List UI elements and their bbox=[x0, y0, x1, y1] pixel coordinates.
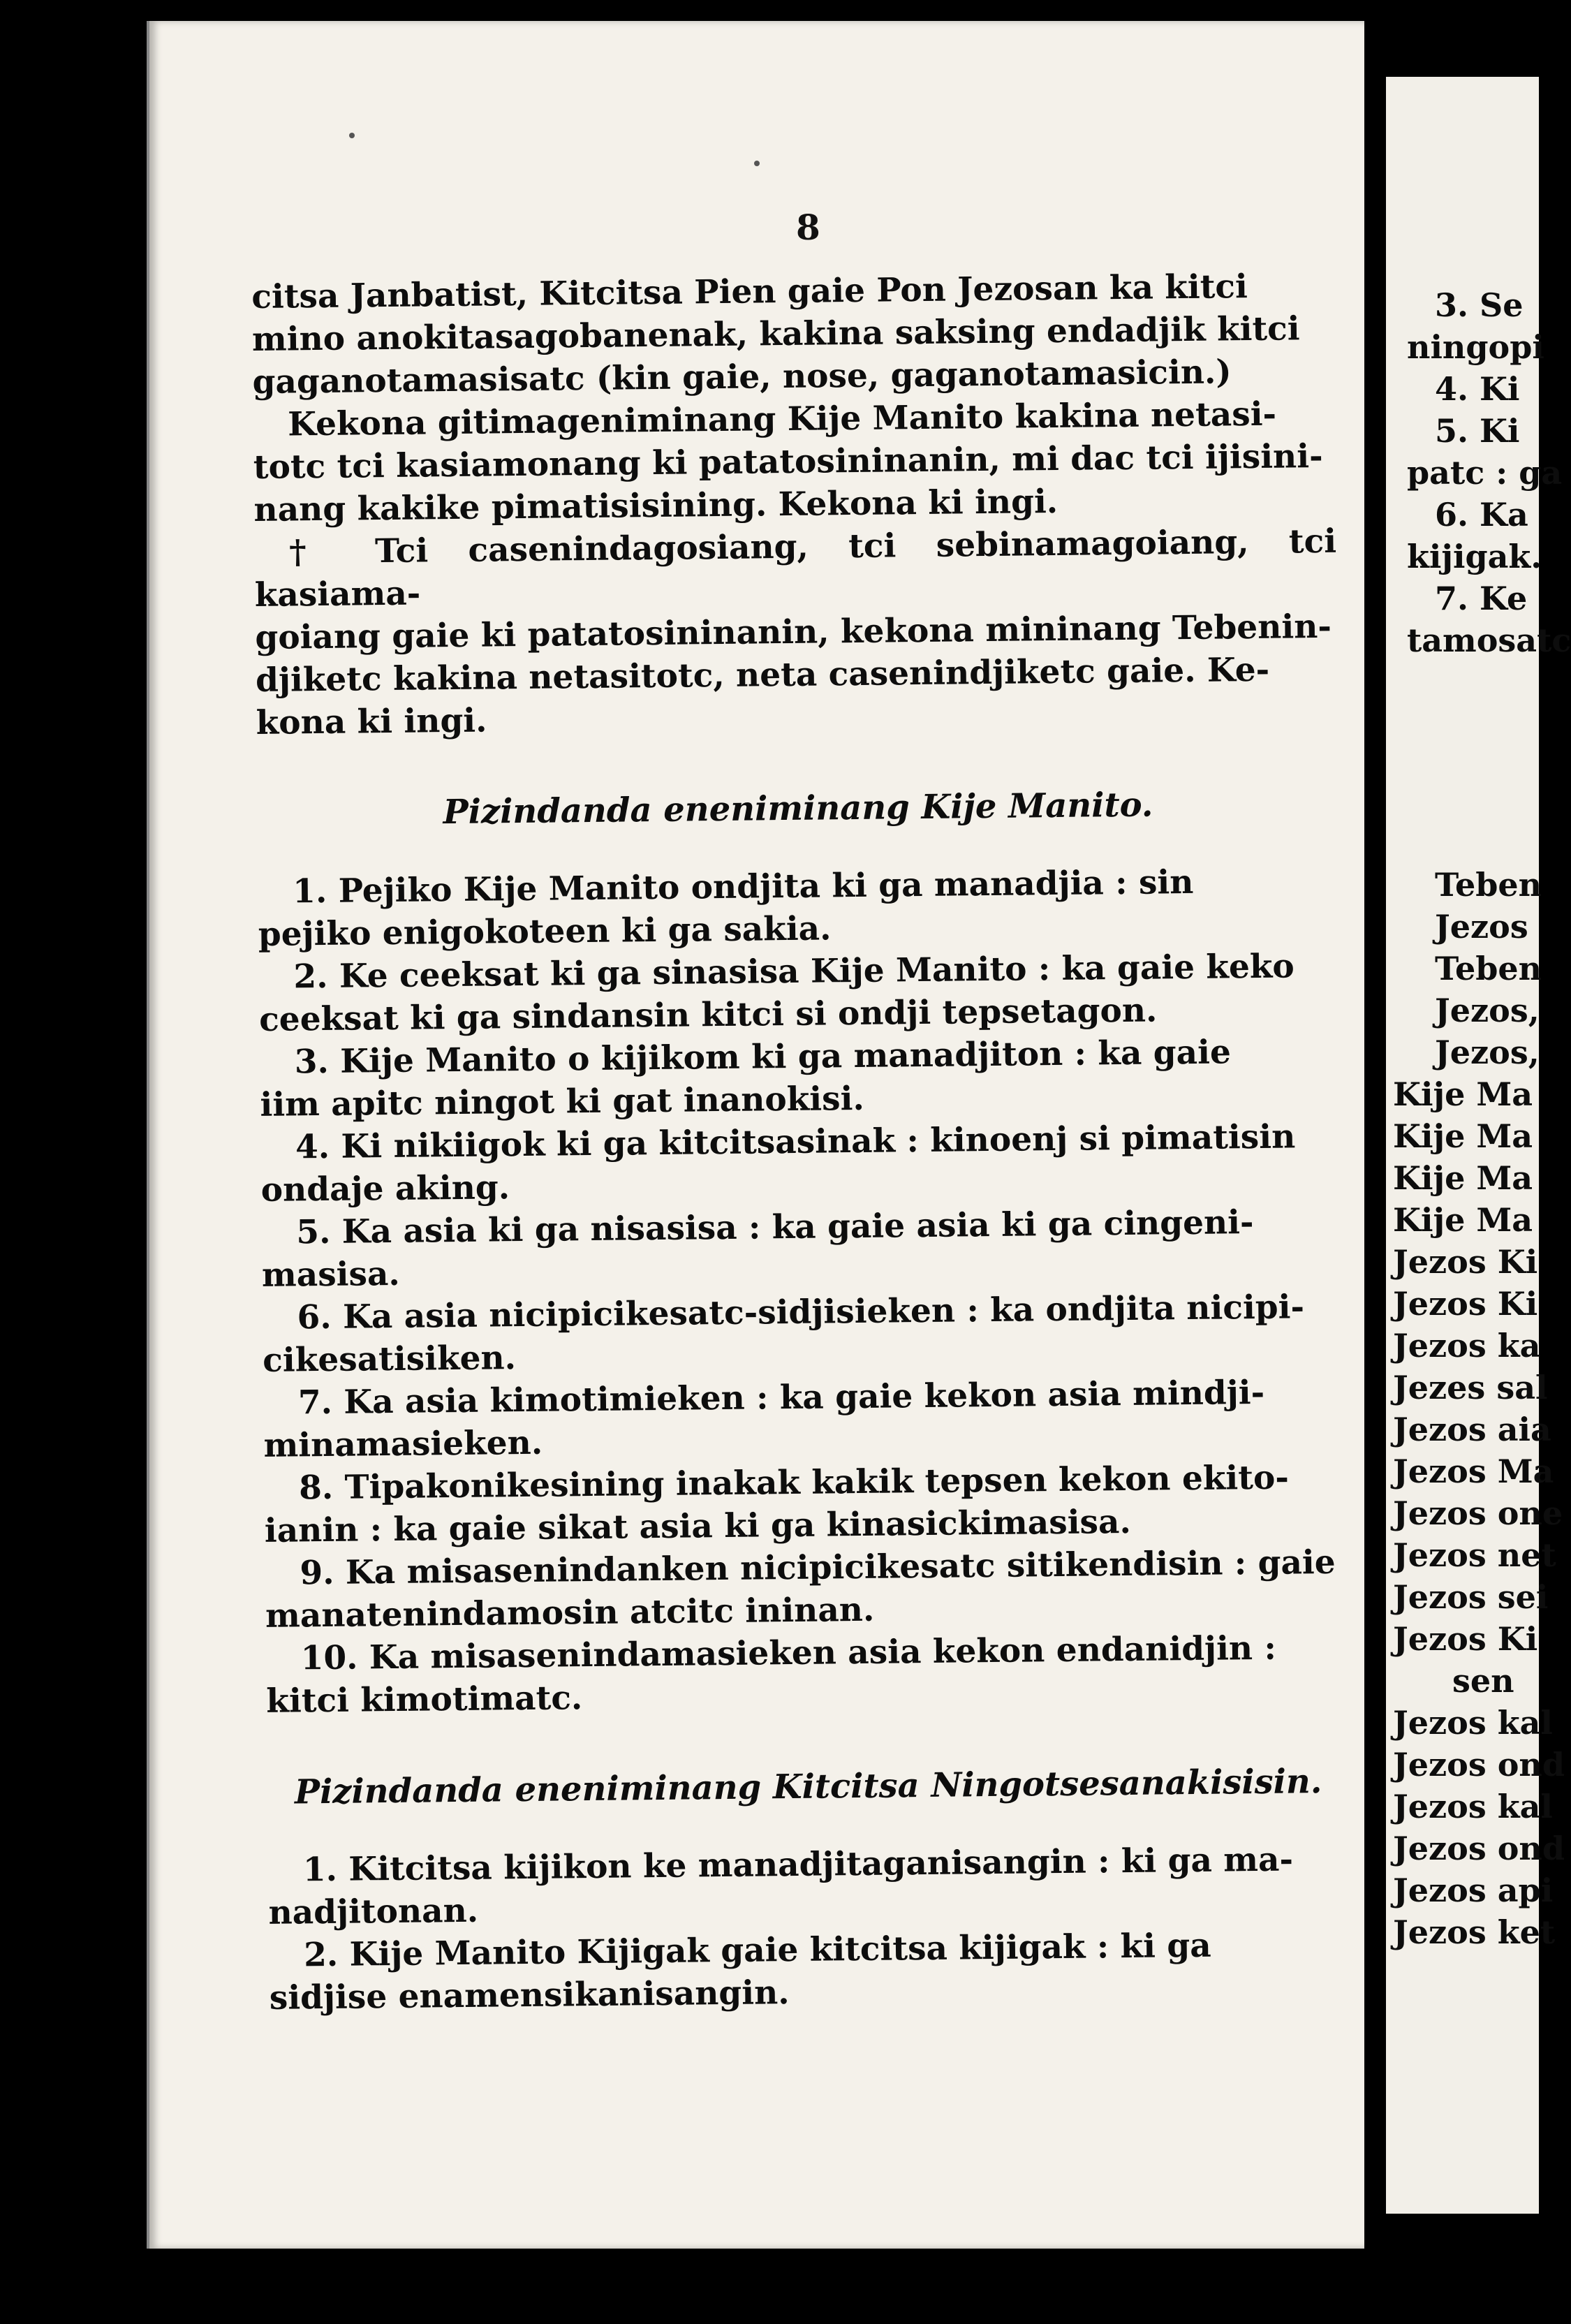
right-page-line: Jezos api bbox=[1393, 1871, 1554, 1909]
list-item: 9. Ka misasenindanken nicipicikesatc sitikendisin : gaie manatenindamosin atcitc ininan. bbox=[265, 1543, 1336, 1635]
right-page-line: Kije Ma bbox=[1393, 1159, 1533, 1197]
right-page-line: Jezos ket bbox=[1393, 1913, 1556, 1951]
list-item: 3. Kije Manito o kijikom ki ga manadjiton : ka gaie iim apitc ningot ki gat inanokisi. bbox=[260, 1033, 1232, 1124]
list-item: 5. Ka asia ki ga nisasisa : ka gaie asia ki ga cingeni- masisa. bbox=[261, 1203, 1254, 1295]
commandments-list bbox=[258, 860, 1349, 1723]
list-item: 2. Kije Manito Kijigak gaie kitcitsa kijigak : ki ga sidjise enamensikanisangin. bbox=[269, 1926, 1211, 2017]
right-page-line: Jezos sei bbox=[1393, 1578, 1549, 1616]
right-page-line: sen bbox=[1452, 1662, 1514, 1700]
right-page-line: 6. Ka bbox=[1435, 496, 1528, 534]
list-item: 10. Ka misasenindamasieken asia kekon endanidjin : kitci kimotimatc. bbox=[266, 1628, 1277, 1721]
right-page bbox=[1386, 77, 1571, 2214]
right-page-line: Jezos Ma bbox=[1393, 1452, 1554, 1490]
list-item: 4. Ki nikiigok ki ga kitcitsasinak : kinoenj si pimatisin ondaje aking. bbox=[260, 1117, 1296, 1209]
paragraph-kekona: Kekona gitimageniminang Kije Manito kakina netasi- totc tci kasiamonang ki patatosininanin, mi dac tci ijisini- nang kakike pimatisisining. Kekona ki ingi. bbox=[253, 395, 1323, 529]
right-page-line: Jezos kal bbox=[1393, 1788, 1553, 1825]
paragraph-dagger: † Tci casenindagosiang, tci sebinamagoiang, tci kasiama- goiang gaie ki patatosininanin, kekona mininang Tebenin- djiketc kakina netasitotc, neta casenindjiketc gaie. Ke- kona ki ingi. bbox=[254, 522, 1337, 742]
right-page-line: Teben bbox=[1435, 866, 1542, 904]
right-page-line: Kije Ma bbox=[1393, 1201, 1533, 1239]
opening-paragraph: citsa Janbatist, Kitcitsa Pien gaie Pon Jezosan ka kitci mino anokitasagobanenak, kakina saksing endadjik kitci gaganotamasisatc (kin gaie, nose, gaganotamasicin.) bbox=[251, 267, 1300, 402]
right-page-line: 5. Ki bbox=[1435, 412, 1520, 450]
church-commandments-list bbox=[268, 1838, 1352, 2020]
right-page-line: ningopi bbox=[1407, 328, 1544, 366]
right-page-line: tamosatc bbox=[1407, 622, 1571, 659]
main-text-block bbox=[251, 265, 1352, 2020]
section-heading-kije-manito: Pizindanda eneniminang Kije Manito. bbox=[443, 785, 1153, 832]
right-page-line: 7. Ke bbox=[1435, 580, 1528, 617]
right-page-line: 3. Se bbox=[1435, 286, 1524, 324]
right-page-line: Jezos Ki bbox=[1393, 1285, 1538, 1323]
right-page-line: Jezos, bbox=[1435, 1034, 1540, 1071]
right-page-line: Jezos bbox=[1435, 908, 1528, 946]
right-page-line: Jezos one bbox=[1393, 1494, 1563, 1532]
ink-speck bbox=[349, 133, 355, 138]
ink-speck bbox=[754, 161, 760, 166]
right-page-line: kijigak. bbox=[1407, 538, 1542, 575]
right-page-line: Jezos kal bbox=[1393, 1704, 1553, 1742]
right-page-line: Jezos ond bbox=[1393, 1830, 1565, 1867]
right-page-line: Kije Ma bbox=[1393, 1075, 1533, 1113]
right-page-line: 4. Ki bbox=[1435, 370, 1520, 408]
page-number: 8 bbox=[796, 207, 820, 248]
right-page-line: Jezos aia bbox=[1393, 1411, 1551, 1448]
right-page-line: Jezos net bbox=[1393, 1536, 1556, 1574]
right-page-line: patc : ga bbox=[1407, 454, 1563, 492]
list-item: 1. Kitcitsa kijikon ke manadjitaganisangin : ki ga ma- nadjitonan. bbox=[268, 1840, 1294, 1932]
right-page-line: Jezos ond bbox=[1393, 1746, 1565, 1784]
right-page-line: Jezos, bbox=[1435, 992, 1540, 1029]
list-item: 1. Pejiko Kije Manito ondjita ki ga manadjia : sin pejiko enigokoteen ki ga sakia. bbox=[258, 862, 1194, 954]
section-heading-kitcitsa: Pizindanda eneniminang Kitcitsa Ningotsesanakisisin. bbox=[294, 1762, 1322, 1812]
list-item: 2. Ke ceeksat ki ga sinasisa Kije Manito : ka gaie keko ceeksat ki ga sindansin kitci si ondji tepsetagon. bbox=[258, 947, 1295, 1039]
right-page-line: Jezes sal bbox=[1393, 1369, 1548, 1406]
right-page-line: Kije Ma bbox=[1393, 1117, 1533, 1155]
list-item: 6. Ka asia nicipicikesatc-sidjisieken : ka ondjita nicipi- cikesatisiken. bbox=[262, 1288, 1305, 1380]
right-page-line: Teben bbox=[1435, 950, 1542, 987]
list-item: 8. Tipakonikesining inakak kakik tepsen kekon ekito- ianin : ka gaie sikat asia ki ga kinasickimasisa. bbox=[264, 1458, 1290, 1550]
right-page-line: Jezos ka bbox=[1393, 1327, 1541, 1365]
list-item: 7. Ka asia kimotimieken : ka gaie kekon asia mindji- minamasieken. bbox=[263, 1373, 1265, 1465]
right-page-line: Jezos Ki bbox=[1393, 1620, 1538, 1658]
right-page-line: Jezos Ki bbox=[1393, 1243, 1538, 1281]
